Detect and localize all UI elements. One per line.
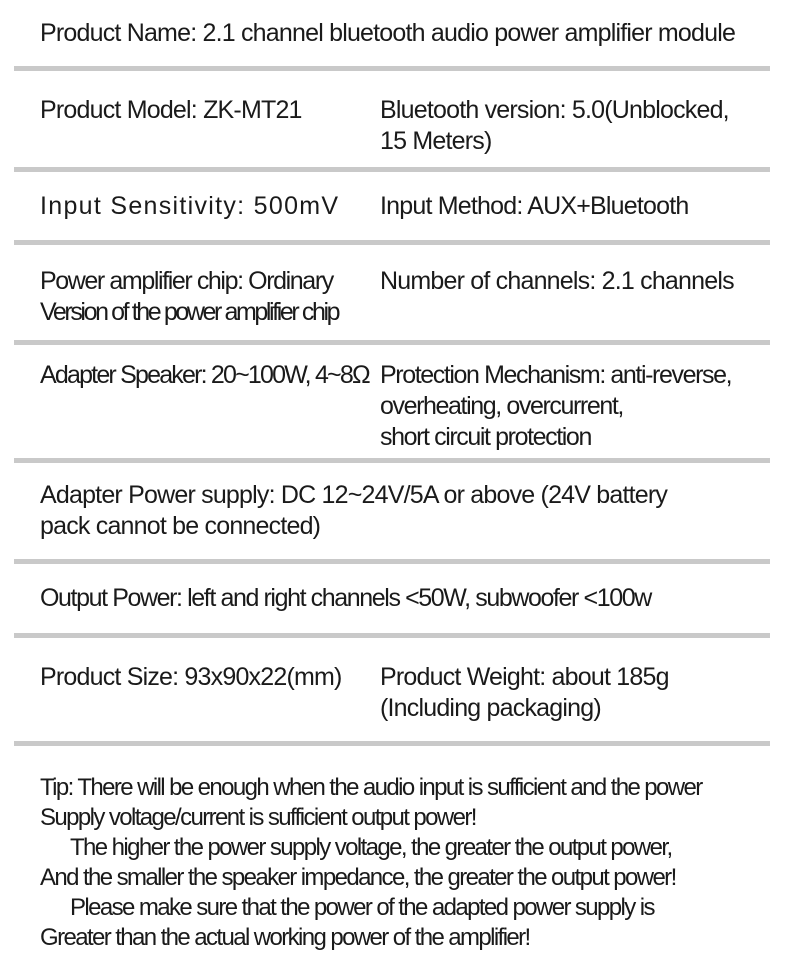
- row-output-power: [0, 564, 790, 633]
- product-model-cell: [40, 95, 380, 126]
- row-size-weight: [0, 638, 790, 741]
- bluetooth-version-cell: [380, 95, 770, 157]
- product-weight-cell: [380, 662, 770, 724]
- row-sensitivity-method: [0, 172, 790, 240]
- product-weight-line2: (Including packaging): [380, 694, 601, 722]
- input-method-cell: [380, 191, 770, 222]
- product-model-text: Product Model: ZK-MT21: [40, 96, 302, 124]
- product-name-text: Product Name: 2.1 channel bluetooth audio power amplifier module: [40, 18, 736, 47]
- tip-section: [0, 746, 790, 975]
- bluetooth-version-line2: 15 Meters): [380, 127, 492, 155]
- tip-line3: The higher the power supply voltage, the greater the output power,: [70, 834, 672, 861]
- amplifier-chip-cell: [40, 266, 380, 328]
- input-sensitivity-text: Input Sensitivity: 500mV: [40, 191, 340, 220]
- row-product-name: [0, 0, 790, 66]
- adapter-speaker-cell: [40, 360, 380, 391]
- channels-text: Number of channels: 2.1 channels: [380, 267, 734, 295]
- tip-line4: And the smaller the speaker impedance, the greater the output power!: [40, 864, 676, 891]
- amplifier-chip-line2: Version of the power amplifier chip: [40, 298, 339, 326]
- protection-cell: [380, 360, 770, 453]
- protection-line2: overheating, overcurrent,: [380, 392, 623, 420]
- tip-line6: Greater than the actual working power of the amplifier!: [40, 924, 530, 951]
- adapter-speaker-text: Adapter Speaker: 20~100W, 4~8Ω: [40, 361, 369, 389]
- protection-line1: Protection Mechanism: anti-reverse,: [380, 361, 732, 389]
- product-size-text: Product Size: 93x90x22(mm): [40, 663, 342, 691]
- row-speaker-protection: [0, 345, 790, 458]
- channels-cell: [380, 266, 770, 297]
- power-supply-cell: [40, 480, 770, 542]
- row-power-supply: [0, 463, 790, 559]
- product-name-cell: [40, 18, 770, 49]
- amplifier-chip-line1: Power amplifier chip: Ordinary: [40, 267, 333, 295]
- input-sensitivity-cell: [40, 191, 380, 222]
- protection-line3: short circuit protection: [380, 423, 591, 451]
- output-power-text: Output Power: left and right channels <50W, subwoofer <100w: [40, 584, 651, 612]
- tip-line5: Please make sure that the power of the adapted power supply is: [70, 894, 654, 921]
- power-supply-line1: Adapter Power supply: DC 12~24V/5A or above (24V battery: [40, 481, 668, 509]
- power-supply-line2: pack cannot be connected): [40, 512, 321, 540]
- input-method-text: Input Method: AUX+Bluetooth: [380, 191, 689, 220]
- tip-line1: Tip: There will be enough when the audio input is sufficient and the power: [40, 774, 702, 801]
- output-power-cell: [40, 583, 770, 614]
- product-weight-line1: Product Weight: about 185g: [380, 663, 669, 691]
- product-size-cell: [40, 662, 380, 693]
- bluetooth-version-line1: Bluetooth version: 5.0(Unblocked,: [380, 96, 729, 124]
- tip-line2: Supply voltage/current is sufficient output power!: [40, 804, 476, 831]
- row-model-bluetooth: [0, 71, 790, 167]
- row-chip-channels: [0, 245, 790, 340]
